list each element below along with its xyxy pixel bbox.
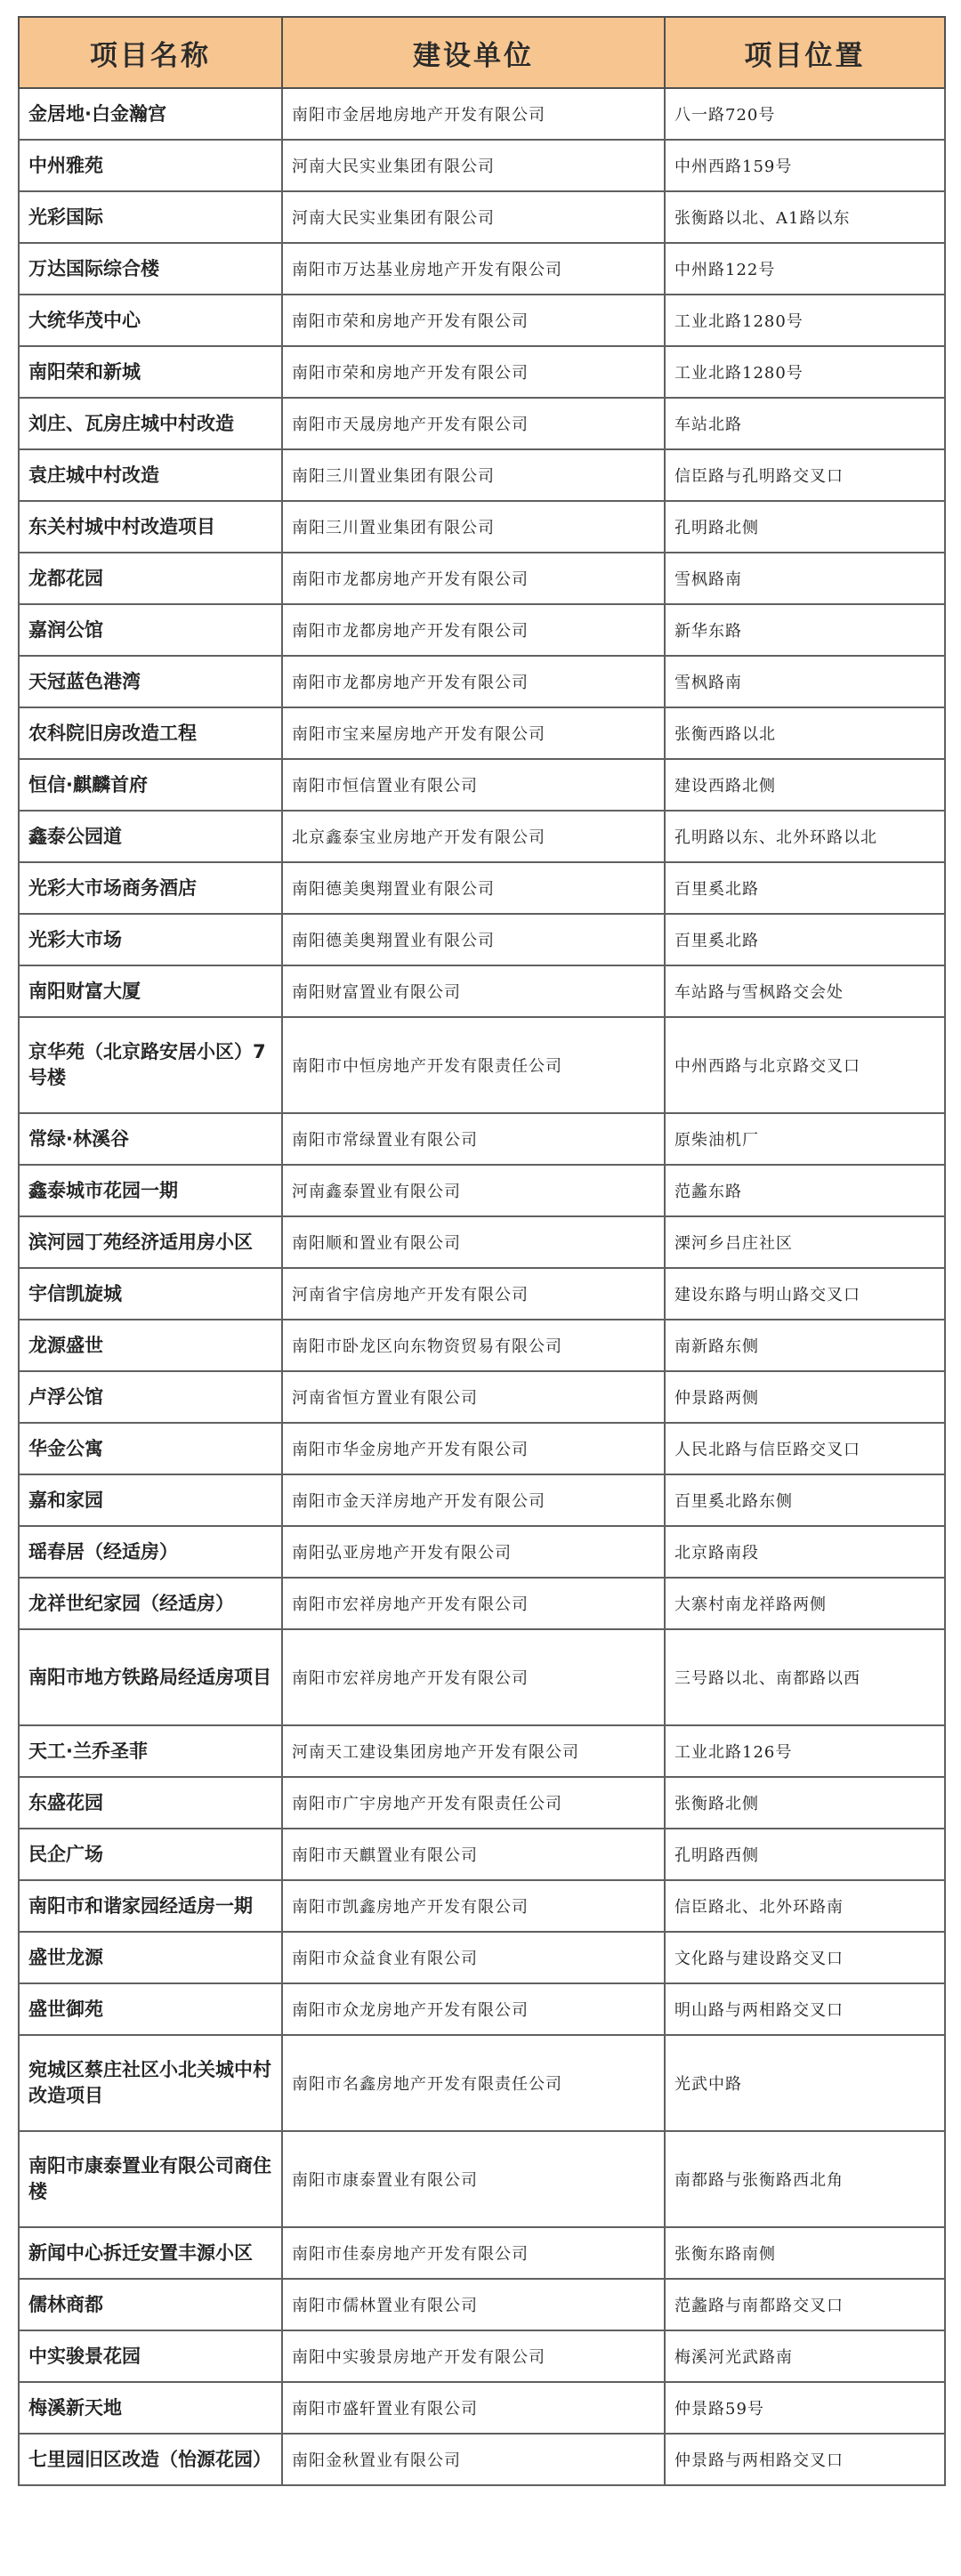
project-name-cell: 民企广场: [19, 1829, 282, 1880]
location-cell: 梅溪河光武路南: [665, 2330, 945, 2382]
location-cell: 仲景路与两相路交叉口: [665, 2434, 945, 2485]
developer-cell: 南阳三川置业集团有限公司: [282, 449, 665, 501]
table-row: [19, 862, 945, 914]
developer-cell: 南阳市金天洋房地产开发有限公司: [282, 1474, 665, 1526]
developer-cell: 河南大民实业集团有限公司: [282, 191, 665, 243]
table-row: [19, 1423, 945, 1474]
project-name-cell: 万达国际综合楼: [19, 243, 282, 295]
location-cell: 雪枫路南: [665, 656, 945, 707]
table-row: [19, 1983, 945, 2035]
location-cell: 张衡路以北、A1路以东: [665, 191, 945, 243]
developer-cell: 南阳财富置业有限公司: [282, 965, 665, 1017]
location-cell: 张衡路北侧: [665, 1777, 945, 1829]
project-name-cell: 常绿·林溪谷: [19, 1113, 282, 1165]
project-name-cell: 大统华茂中心: [19, 295, 282, 346]
project-name-cell: 嘉和家园: [19, 1474, 282, 1526]
table-row: [19, 2382, 945, 2434]
table-row: [19, 501, 945, 553]
header-developer: 建设单位: [282, 17, 665, 88]
developer-cell: 南阳德美奥翔置业有限公司: [282, 862, 665, 914]
project-name-cell: 刘庄、瓦房庄城中村改造: [19, 398, 282, 449]
project-name-cell: 天工·兰乔圣菲: [19, 1725, 282, 1777]
table-row: [19, 449, 945, 501]
location-cell: 建设西路北侧: [665, 759, 945, 811]
developer-cell: 南阳市康泰置业有限公司: [282, 2131, 665, 2227]
table-row: [19, 243, 945, 295]
developer-cell: 南阳市中恒房地产开发有限责任公司: [282, 1017, 665, 1113]
table-row: [19, 1777, 945, 1829]
location-cell: 张衡东路南侧: [665, 2227, 945, 2279]
project-name-cell: 南阳荣和新城: [19, 346, 282, 398]
project-name-cell: 龙都花园: [19, 553, 282, 604]
location-cell: 中州西路与北京路交叉口: [665, 1017, 945, 1113]
project-name-cell: 瑶春居（经适房）: [19, 1526, 282, 1578]
header-location: 项目位置: [665, 17, 945, 88]
table-row: [19, 965, 945, 1017]
project-name-cell: 金居地·白金瀚宫: [19, 88, 282, 140]
developer-cell: 南阳市天晟房地产开发有限公司: [282, 398, 665, 449]
table-row: [19, 1474, 945, 1526]
project-name-cell: 光彩大市场: [19, 914, 282, 965]
project-name-cell: 滨河园丁苑经济适用房小区: [19, 1216, 282, 1268]
table-row: [19, 1578, 945, 1629]
location-cell: 建设东路与明山路交叉口: [665, 1268, 945, 1320]
location-cell: 工业北路1280号: [665, 346, 945, 398]
location-cell: 百里奚北路东侧: [665, 1474, 945, 1526]
project-name-cell: 袁庄城中村改造: [19, 449, 282, 501]
project-name-cell: 盛世龙源: [19, 1932, 282, 1983]
location-cell: 南都路与张衡路西北角: [665, 2131, 945, 2227]
developer-cell: 南阳中实骏景房地产开发有限公司: [282, 2330, 665, 2382]
location-cell: 孔明路以东、北外环路以北: [665, 811, 945, 862]
developer-cell: 南阳市卧龙区向东物资贸易有限公司: [282, 1320, 665, 1371]
developer-cell: 南阳市华金房地产开发有限公司: [282, 1423, 665, 1474]
location-cell: 仲景路59号: [665, 2382, 945, 2434]
project-name-cell: 梅溪新天地: [19, 2382, 282, 2434]
project-name-cell: 光彩大市场商务酒店: [19, 862, 282, 914]
table-row: [19, 1165, 945, 1216]
table-row: [19, 2227, 945, 2279]
table-row: [19, 1932, 945, 1983]
location-cell: 张衡西路以北: [665, 707, 945, 759]
project-table-wrapper: [18, 16, 944, 2486]
location-cell: 人民北路与信臣路交叉口: [665, 1423, 945, 1474]
developer-cell: 南阳市金居地房地产开发有限公司: [282, 88, 665, 140]
project-name-cell: 鑫泰城市花园一期: [19, 1165, 282, 1216]
developer-cell: 南阳市名鑫房地产开发有限责任公司: [282, 2035, 665, 2131]
developer-cell: 河南天工建设集团房地产开发有限公司: [282, 1725, 665, 1777]
developer-cell: 南阳市万达基业房地产开发有限公司: [282, 243, 665, 295]
location-cell: 仲景路两侧: [665, 1371, 945, 1423]
developer-cell: 南阳金秋置业有限公司: [282, 2434, 665, 2485]
developer-cell: 南阳市众益食业有限公司: [282, 1932, 665, 1983]
table-row: [19, 1829, 945, 1880]
developer-cell: 河南鑫泰置业有限公司: [282, 1165, 665, 1216]
developer-cell: 南阳市众龙房地产开发有限公司: [282, 1983, 665, 2035]
project-name-cell: 南阳市康泰置业有限公司商住楼: [19, 2131, 282, 2227]
location-cell: 百里奚北路: [665, 862, 945, 914]
location-cell: 八一路720号: [665, 88, 945, 140]
table-row: [19, 191, 945, 243]
project-name-cell: 华金公寓: [19, 1423, 282, 1474]
project-name-cell: 鑫泰公园道: [19, 811, 282, 862]
project-name-cell: 嘉润公馆: [19, 604, 282, 656]
developer-cell: 南阳市儒林置业有限公司: [282, 2279, 665, 2330]
project-table: [18, 16, 946, 2486]
location-cell: 北京路南段: [665, 1526, 945, 1578]
developer-cell: 南阳市天麒置业有限公司: [282, 1829, 665, 1880]
project-name-cell: 儒林商都: [19, 2279, 282, 2330]
table-row: [19, 295, 945, 346]
project-name-cell: 光彩国际: [19, 191, 282, 243]
location-cell: 大寨村南龙祥路两侧: [665, 1578, 945, 1629]
table-row: [19, 2131, 945, 2227]
project-name-cell: 卢浮公馆: [19, 1371, 282, 1423]
developer-cell: 南阳市凯鑫房地产开发有限公司: [282, 1880, 665, 1932]
table-row: [19, 1320, 945, 1371]
project-name-cell: 东盛花园: [19, 1777, 282, 1829]
table-row: [19, 1526, 945, 1578]
project-name-cell: 七里园旧区改造（怡源花园）: [19, 2434, 282, 2485]
table-row: [19, 140, 945, 191]
project-name-cell: 盛世御苑: [19, 1983, 282, 2035]
developer-cell: 南阳市宝来屋房地产开发有限公司: [282, 707, 665, 759]
location-cell: 孔明路西侧: [665, 1829, 945, 1880]
location-cell: 车站路与雪枫路交会处: [665, 965, 945, 1017]
developer-cell: 南阳市宏祥房地产开发有限公司: [282, 1578, 665, 1629]
project-name-cell: 南阳市地方铁路局经适房项目: [19, 1629, 282, 1725]
header-project-name: 项目名称: [19, 17, 282, 88]
developer-cell: 南阳市荣和房地产开发有限公司: [282, 346, 665, 398]
developer-cell: 南阳三川置业集团有限公司: [282, 501, 665, 553]
location-cell: 范蠡路与南都路交叉口: [665, 2279, 945, 2330]
location-cell: 范蠡东路: [665, 1165, 945, 1216]
developer-cell: 南阳顺和置业有限公司: [282, 1216, 665, 1268]
location-cell: 车站北路: [665, 398, 945, 449]
table-row: [19, 914, 945, 965]
developer-cell: 河南省恒方置业有限公司: [282, 1371, 665, 1423]
location-cell: 中州路122号: [665, 243, 945, 295]
project-name-cell: 龙源盛世: [19, 1320, 282, 1371]
developer-cell: 北京鑫泰宝业房地产开发有限公司: [282, 811, 665, 862]
table-row: [19, 1629, 945, 1725]
location-cell: 新华东路: [665, 604, 945, 656]
location-cell: 光武中路: [665, 2035, 945, 2131]
developer-cell: 南阳市恒信置业有限公司: [282, 759, 665, 811]
project-name-cell: 农科院旧房改造工程: [19, 707, 282, 759]
project-name-cell: 南阳市和谐家园经适房一期: [19, 1880, 282, 1932]
table-row: [19, 2330, 945, 2382]
developer-cell: 南阳市宏祥房地产开发有限公司: [282, 1629, 665, 1725]
table-row: [19, 398, 945, 449]
table-row: [19, 553, 945, 604]
table-row: [19, 1268, 945, 1320]
table-row: [19, 2434, 945, 2485]
location-cell: 雪枫路南: [665, 553, 945, 604]
table-row: [19, 346, 945, 398]
project-name-cell: 龙祥世纪家园（经适房）: [19, 1578, 282, 1629]
location-cell: 信臣路与孔明路交叉口: [665, 449, 945, 501]
developer-cell: 河南省宇信房地产开发有限公司: [282, 1268, 665, 1320]
table-row: [19, 1371, 945, 1423]
project-name-cell: 南阳财富大厦: [19, 965, 282, 1017]
developer-cell: 南阳市盛轩置业有限公司: [282, 2382, 665, 2434]
developer-cell: 南阳市广宇房地产开发有限责任公司: [282, 1777, 665, 1829]
table-row: [19, 707, 945, 759]
table-row: [19, 1113, 945, 1165]
project-name-cell: 天冠蓝色港湾: [19, 656, 282, 707]
table-row: [19, 759, 945, 811]
developer-cell: 南阳市荣和房地产开发有限公司: [282, 295, 665, 346]
location-cell: 三号路以北、南都路以西: [665, 1629, 945, 1725]
developer-cell: 南阳德美奥翔置业有限公司: [282, 914, 665, 965]
header-row: [19, 17, 945, 88]
developer-cell: 南阳市龙都房地产开发有限公司: [282, 604, 665, 656]
developer-cell: 南阳市常绿置业有限公司: [282, 1113, 665, 1165]
project-name-cell: 中实骏景花园: [19, 2330, 282, 2382]
project-name-cell: 新闻中心拆迁安置丰源小区: [19, 2227, 282, 2279]
location-cell: 文化路与建设路交叉口: [665, 1932, 945, 1983]
table-row: [19, 2279, 945, 2330]
table-row: [19, 656, 945, 707]
location-cell: 信臣路北、北外环路南: [665, 1880, 945, 1932]
project-name-cell: 宛城区蔡庄社区小北关城中村改造项目: [19, 2035, 282, 2131]
project-name-cell: 东关村城中村改造项目: [19, 501, 282, 553]
project-name-cell: 京华苑（北京路安居小区）7号楼: [19, 1017, 282, 1113]
table-row: [19, 2035, 945, 2131]
developer-cell: 河南大民实业集团有限公司: [282, 140, 665, 191]
location-cell: 明山路与两相路交叉口: [665, 1983, 945, 2035]
table-body: [19, 88, 945, 2485]
location-cell: 百里奚北路: [665, 914, 945, 965]
table-row: [19, 88, 945, 140]
project-name-cell: 宇信凯旋城: [19, 1268, 282, 1320]
location-cell: 南新路东侧: [665, 1320, 945, 1371]
table-row: [19, 1216, 945, 1268]
developer-cell: 南阳市佳泰房地产开发有限公司: [282, 2227, 665, 2279]
location-cell: 工业北路126号: [665, 1725, 945, 1777]
location-cell: 工业北路1280号: [665, 295, 945, 346]
table-row: [19, 604, 945, 656]
table-row: [19, 1017, 945, 1113]
table-row: [19, 811, 945, 862]
location-cell: 孔明路北侧: [665, 501, 945, 553]
location-cell: 中州西路159号: [665, 140, 945, 191]
developer-cell: 南阳市龙都房地产开发有限公司: [282, 656, 665, 707]
project-name-cell: 恒信·麒麟首府: [19, 759, 282, 811]
developer-cell: 南阳市龙都房地产开发有限公司: [282, 553, 665, 604]
project-name-cell: 中州雅苑: [19, 140, 282, 191]
table-row: [19, 1880, 945, 1932]
developer-cell: 南阳弘亚房地产开发有限公司: [282, 1526, 665, 1578]
table-header: [19, 17, 945, 88]
table-row: [19, 1725, 945, 1777]
location-cell: 溧河乡吕庄社区: [665, 1216, 945, 1268]
location-cell: 原柴油机厂: [665, 1113, 945, 1165]
